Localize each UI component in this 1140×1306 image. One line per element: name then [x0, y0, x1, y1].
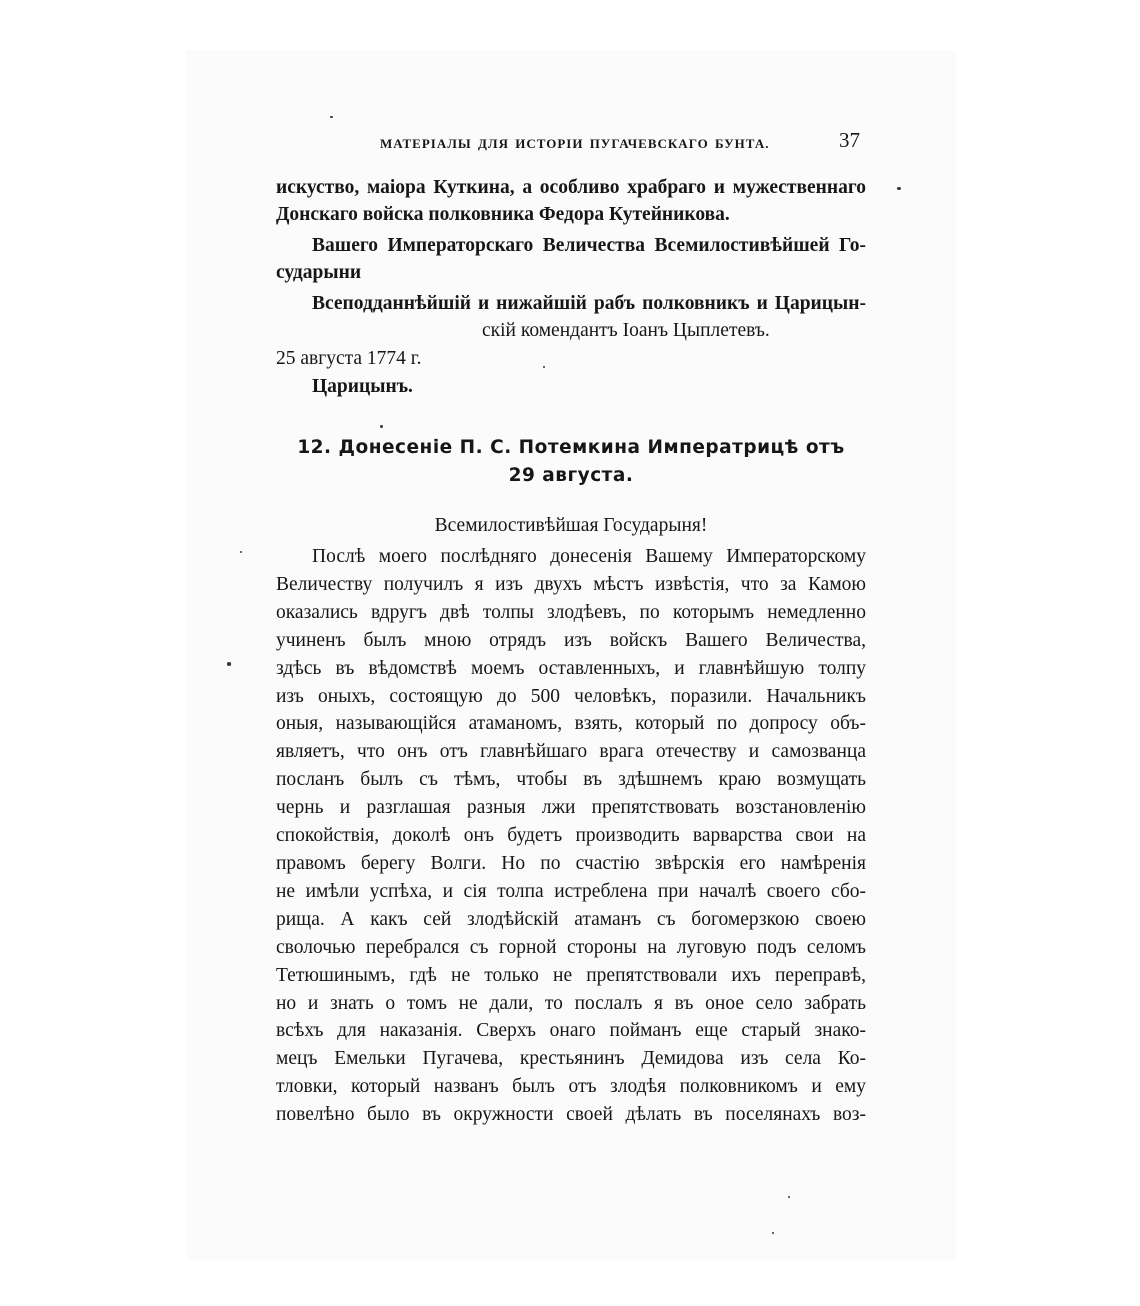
scan-speck: [227, 662, 231, 666]
section-heading-line-2: 29 августа.: [508, 465, 634, 486]
salutation: Всемилостивѣйшая Государыня!: [434, 515, 708, 536]
report-paragraph: [276, 543, 866, 1129]
scan-speck: [788, 1196, 790, 1198]
scan-speck: [772, 1232, 774, 1234]
letter-line-2: Донскаго войска полковника Федора Кутейникова.: [276, 204, 730, 225]
report-line: повелѣно было въ окружности своей дѣлать въ поселянахъ воз-: [276, 1104, 866, 1126]
section-heading-line-1: 12. Донесеніе П. С. Потемкина Императрицѣ отъ: [297, 437, 845, 458]
letter-closing-line-1: Вашего Императорскаго Величества Всемилостивѣйшей Го-: [312, 235, 866, 256]
letter-line-1: искуство, маіора Куткина, а особливо храбраго и мужественнаго: [276, 177, 866, 198]
report-line: изъ оныхъ, состоящую до 500 человѣкъ, поразили. Начальникъ: [276, 685, 866, 707]
report-line: здѣсь въ вѣдомствѣ моемъ оставленныхъ, и главнѣйшую толпу: [276, 657, 866, 679]
report-line: чернь и разглашая разныя лжи препятствовать возстановленію: [276, 797, 866, 819]
report-line: спокойствія, доколѣ онъ будетъ производить варварства свои на: [276, 825, 866, 847]
scan-speck: [380, 425, 383, 428]
report-line: оныя, называющійся атаманомъ, взять, который по допросу объ-: [276, 713, 866, 735]
scan-speck: [543, 366, 545, 368]
report-line: учиненъ былъ мною отрядъ изъ войскъ Вашего Величества,: [276, 629, 866, 651]
report-line: правомъ берегу Волги. Но по счастію звѣрскія его намѣренія: [276, 852, 866, 874]
report-line: мецъ Емельки Пугачева, крестьянинъ Демидова изъ села Ко-: [276, 1048, 866, 1070]
report-line: но и знать о томъ не дали, то послалъ я въ оное село забрать: [276, 992, 866, 1014]
letter-signature-line-2: скій комендантъ Іоанъ Цыплетевъ.: [482, 320, 770, 341]
scan-speck: [897, 187, 901, 190]
report-line: не имѣли успѣха, и сія толпа истреблена при началѣ своего сбо-: [276, 880, 866, 902]
page-number: 37: [839, 128, 860, 152]
letter-place: Царицынъ.: [312, 376, 413, 397]
report-line: тловки, который названъ былъ отъ злодѣя полковникомъ и ему: [276, 1076, 866, 1098]
scan-speck: [240, 551, 242, 553]
report-line: являетъ, что онъ отъ главнѣйшаго врага отечеству и самозванца: [276, 741, 866, 763]
report-line: оказались вдругъ двѣ толпы злодѣевъ, по которымъ немедленно: [276, 601, 866, 623]
letter-signature-line-1: Всеподданнѣйшій и нижайшій рабъ полковникъ и Царицын-: [312, 293, 866, 314]
report-line: сволочью перебрался съ горной стороны на луговую подъ селомъ: [276, 936, 866, 958]
report-line: Тетюшинымъ, гдѣ не только не препятствовали ихъ переправѣ,: [276, 964, 866, 986]
report-line: посланъ былъ съ тѣмъ, чтобы въ здѣшнемъ краю возмущать: [276, 769, 866, 791]
report-line: Величеству получилъ я изъ двухъ мѣстъ извѣстія, что за Камою: [276, 573, 866, 595]
section-heading: [276, 434, 866, 490]
letter-closing-line-2: сударыни: [276, 262, 362, 283]
report-line: рища. А какъ сей злодѣйскій атаманъ съ богомерзкою своею: [276, 908, 866, 930]
report-line: всѣхъ для наказанія. Сверхъ онаго пойманъ еще старый знако-: [276, 1020, 866, 1042]
scan-speck: [330, 116, 333, 118]
running-title: МАТЕРІАЛЫ ДЛЯ ИСТОРІИ ПУГАЧЕВСКАГО БУНТА.: [380, 136, 770, 151]
running-header: [276, 128, 866, 158]
letter-date: 25 августа 1774 г.: [276, 348, 422, 369]
report-line: Послѣ моего послѣдняго донесенія Вашему Императорскому: [312, 546, 866, 567]
